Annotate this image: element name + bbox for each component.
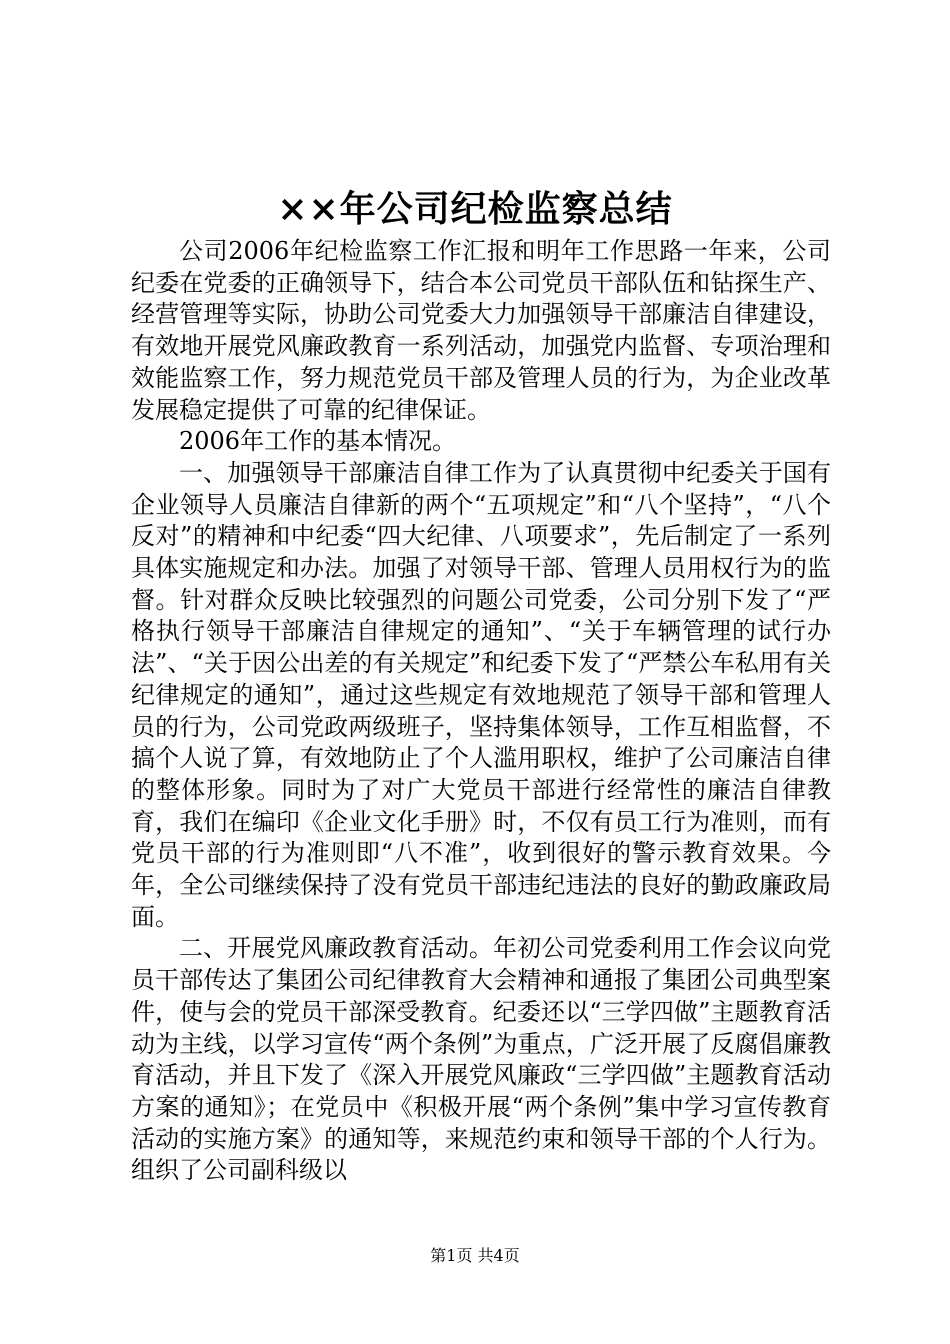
- page-number-footer: 第1页 共4页: [430, 1246, 520, 1265]
- paragraph-intro: 公司2006年纪检监察工作汇报和明年工作思路一年来，公司纪委在党委的正确领导下，结合本公司党员干部队伍和钻探生产、经营管理等实际，协助公司党委大力加强领导干部廉洁自律建设，有效地开展党风廉政教育一系列活动，加强党内监督、专项治理和效能监察工作，努力规范党员干部及管理人员的行为，为企业改革发展稳定提供了可靠的纪律保证。: [131, 237, 831, 424]
- document-body: [131, 236, 831, 1187]
- paragraph-section-two: 二、开展党风廉政教育活动。年初公司党委利用工作会议向党员干部传达了集团公司纪律教育大会精神和通报了集团公司典型案件，使与会的党员干部深受教育。纪委还以“三学四做”主题教育活动为主线，以学习宣传“两个条例”为重点，广泛开展了反腐倡廉教育活动，并且下发了《深入开展党风廉政“三学四做”主题教育活动方案的通知》；在党员中《积极开展“两个条例”集中学习宣传教育活动的实施方案》的通知等，来规范约束和领导干部的个人行为。组织了公司副科级以: [131, 934, 831, 1185]
- document-title: ××年公司纪检监察总结: [277, 188, 673, 230]
- paragraph-basic-situation: 2006年工作的基本情况。: [179, 427, 457, 456]
- paragraph-section-one: 一、加强领导干部廉洁自律工作为了认真贯彻中纪委关于国有企业领导人员廉洁自律新的两个“五项规定”和“八个坚持”，“八个反对”的精神和中纪委“四大纪律、八项要求”，先后制定了一系列具体实施规定和办法。加强了对领导干部、管理人员用权行为的监督。针对群众反映比较强烈的问题公司党委，公司分别下发了“严格执行领导干部廉洁自律规定的通知”、“关于车辆管理的试行办法”、“关于因公出差的有关规定”和纪委下发了“严禁公车私用有关纪律规定的通知”，通过这些规定有效地规范了领导干部和管理人员的行为，公司党政两级班子，坚持集体领导，工作互相监督，不搞个人说了算，有效地防止了个人滥用职权，维护了公司廉洁自律的整体形象。同时为了对广大党员干部进行经常性的廉洁自律教育，我们在编印《企业文化手册》时，不仅有员工行为准则，而有党员干部的行为准则即“八不准”，收到很好的警示教育效果。今年，全公司继续保持了没有党员干部违纪违法的良好的勤政廉政局面。: [131, 458, 831, 931]
